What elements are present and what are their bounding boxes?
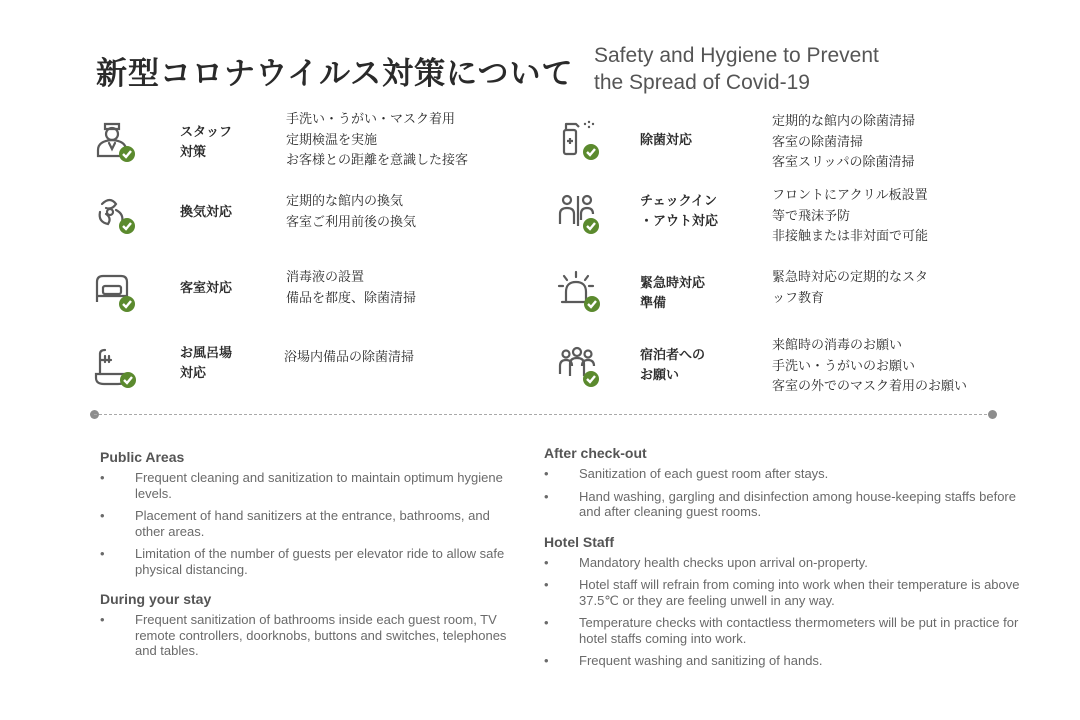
checkin-icon [556,190,600,238]
bullet-list [544,466,1024,520]
list-item: • Frequent cleaning and sanitization to maintain optimum hygiene levels. [100,470,520,501]
guests-icon [556,344,600,392]
section-heading: Hotel Staff [544,533,614,550]
list-item: • Frequent washing and sanitizing of hands. [544,653,1024,669]
measure-lines: 緊急時対応の定期的なスタ ッフ教育 [772,270,929,306]
section-heading: Public Areas [100,449,185,465]
measure-lines: 手洗い・うがい・マスク着用 定期検温を実施 お客様との距離を意識した接客 [286,112,469,168]
measure-lines: 浴場内備品の除菌清掃 [284,350,415,365]
measure-lines: 消毒液の設置 備品を都度、除菌清掃 [286,270,417,306]
section-heading: During your stay [100,591,212,607]
bullet-list [100,470,520,577]
measure-label: チェックイン ・アウト対応 [640,194,719,229]
list-item: • Hand washing, gargling and disinfection among house-keeping staffs before and after cleaning guest rooms. [544,489,1024,520]
title-en-line2: the Spread of Covid-19 [594,71,810,94]
measure-label: 宿泊者への お願い [640,348,706,383]
bath-icon [92,344,136,392]
measure-lines: 定期的な館内の除菌清掃 客室の除菌清掃 客室スリッパの除菌清掃 [772,114,916,170]
bed-icon [92,268,136,316]
measure-lines: フロントにアクリル板設置 等で飛沫予防 非接触または非対面で可能 [772,188,929,244]
measure-lines: 定期的な館内の換気 客室ご利用前後の換気 [286,194,417,230]
bullet-list [544,555,1024,669]
title-en-line1: Safety and Hygiene to Prevent [594,44,879,67]
page-title-jp: 新型コロナウイルス対策について [96,56,574,92]
measure-label: 除菌対応 [640,133,693,148]
bullet-list [100,612,520,659]
measure-label: スタッフ 対策 [180,125,233,160]
measure-lines: 来館時の消毒のお願い 手洗い・うがいのお願い 客室の外でのマスク着用のお願い [772,338,968,394]
measure-label: 換気対応 [180,205,233,220]
en-column-right [544,445,1024,683]
list-item: • Sanitization of each guest room after stays. [544,466,1024,482]
list-item: • Limitation of the number of guests per elevator ride to allow safe physical distancing. [100,546,520,577]
list-item: • Hotel staff will refrain from coming into work when their temperature is above 37.5℃ or they are feeling unwell in any way. [544,577,1024,608]
staff-icon [92,116,136,164]
measure-label: 客室対応 [180,281,233,296]
section-divider [94,414,992,415]
list-item: • Frequent sanitization of bathrooms inside each guest room, TV remote controllers, doorknobs, buttons and switches, telephones and tables. [100,612,520,659]
section-heading: After check-out [544,445,647,461]
en-column-left [100,449,520,673]
ventilation-icon [92,190,136,238]
list-item: • Mandatory health checks upon arrival on-property. [544,555,1024,571]
measure-label: お風呂場 対応 [180,346,233,381]
measure-label: 緊急時対応 準備 [640,276,706,311]
page-title-en [594,42,879,96]
list-item: • Temperature checks with contactless thermometers will be put in practice for hotel staffs coming into work. [544,615,1024,646]
alarm-icon [556,268,600,316]
divider-dot-right [988,410,997,419]
spray-icon [556,116,600,164]
list-item: • Placement of hand sanitizers at the entrance, bathrooms, and other areas. [100,508,520,539]
